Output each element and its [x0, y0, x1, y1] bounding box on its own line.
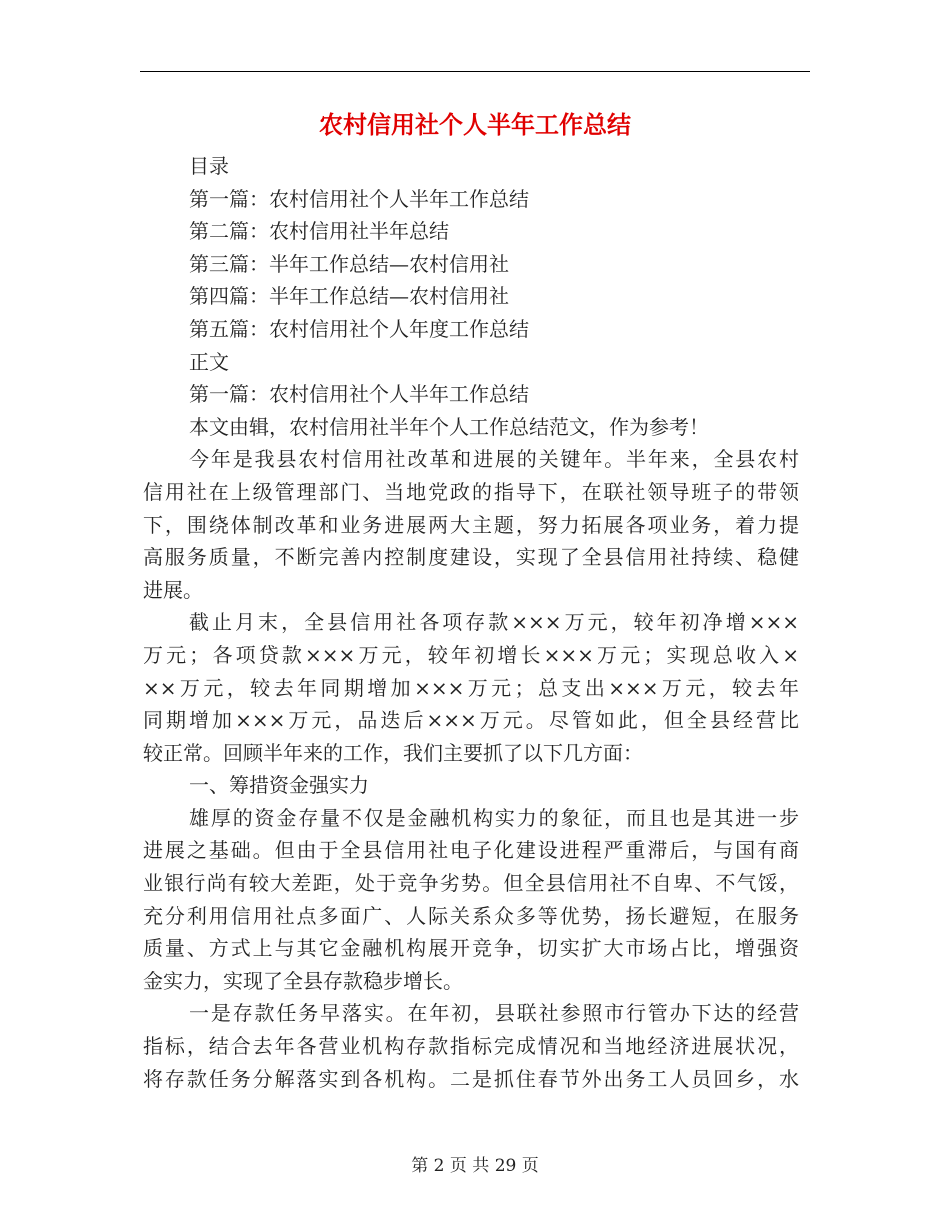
text-line: 充分利用信用社点多面广、人际关系众多等优势，扬长避短，在服务	[143, 903, 799, 928]
text-line: 一是存款任务早落实。在年初，县联社参照市行管办下达的经营	[189, 1001, 799, 1026]
text-line: 指标，结合去年各营业机构存款指标完成情况和当地经济进展状况，	[143, 1034, 799, 1059]
text-line: 今年是我县农村信用社改革和进展的关键年。半年来，全县农村	[189, 447, 799, 472]
page-footer: 第 2 页 共 29 页	[411, 1156, 539, 1176]
text-line: 将存款任务分解落实到各机构。二是抓住春节外出务工人员回乡，水	[143, 1066, 799, 1091]
text-line: 截止月末，全县信用社各项存款×××万元，较年初净增×××	[189, 610, 799, 635]
text-line: 目录	[189, 154, 229, 178]
text-line: 业银行尚有较大差距，处于竞争劣势。但全县信用社不自卑、不气馁，	[143, 871, 799, 896]
text-line: 第二篇：农村信用社半年总结	[189, 219, 449, 244]
document-title: 农村信用社个人半年工作总结	[319, 111, 631, 139]
header-rule	[140, 71, 810, 72]
text-line: 正文	[189, 349, 229, 374]
text-line: 第一篇：农村信用社个人半年工作总结	[189, 382, 529, 407]
text-line: ××万元，较去年同期增加×××万元；总支出×××万元，较去年	[143, 675, 799, 700]
text-line: 第五篇：农村信用社个人年度工作总结	[189, 316, 529, 341]
text-line: 第一篇：农村信用社个人半年工作总结	[189, 186, 529, 211]
text-line: 较正常。回顾半年来的工作，我们主要抓了以下几方面：	[143, 740, 643, 765]
text-line: 下，围绕体制改革和业务进展两大主题，努力拓展各项业务，着力提	[143, 512, 799, 537]
text-line: 高服务质量，不断完善内控制度建设，实现了全县信用社持续、稳健	[143, 545, 799, 570]
text-line: 第四篇：半年工作总结—农村信用社	[189, 284, 509, 309]
document-body	[143, 150, 799, 1095]
text-line: 本文由辑，农村信用社半年个人工作总结范文，作为参考！	[189, 414, 709, 439]
text-line: 质量、方式上与其它金融机构展开竞争，切实扩大市场占比，增强资	[143, 936, 799, 961]
text-line: 万元；各项贷款×××万元，较年初增长×××万元；实现总收入×	[143, 642, 799, 667]
text-line: 第三篇：半年工作总结—农村信用社	[189, 251, 509, 276]
text-line: 进展之基础。但由于全县信用社电子化建设进程严重滞后，与国有商	[143, 838, 799, 863]
text-line: 一、筹措资金强实力	[189, 773, 369, 798]
text-line: 同期增加×××万元，品迭后×××万元。尽管如此，但全县经营比	[143, 708, 799, 733]
text-line: 进展。	[143, 577, 203, 602]
text-line: 雄厚的资金存量不仅是金融机构实力的象征，而且也是其进一步	[189, 805, 799, 830]
text-line: 信用社在上级管理部门、当地党政的指导下，在联社领导班子的带领	[143, 479, 799, 504]
text-line: 金实力，实现了全县存款稳步增长。	[143, 968, 463, 993]
